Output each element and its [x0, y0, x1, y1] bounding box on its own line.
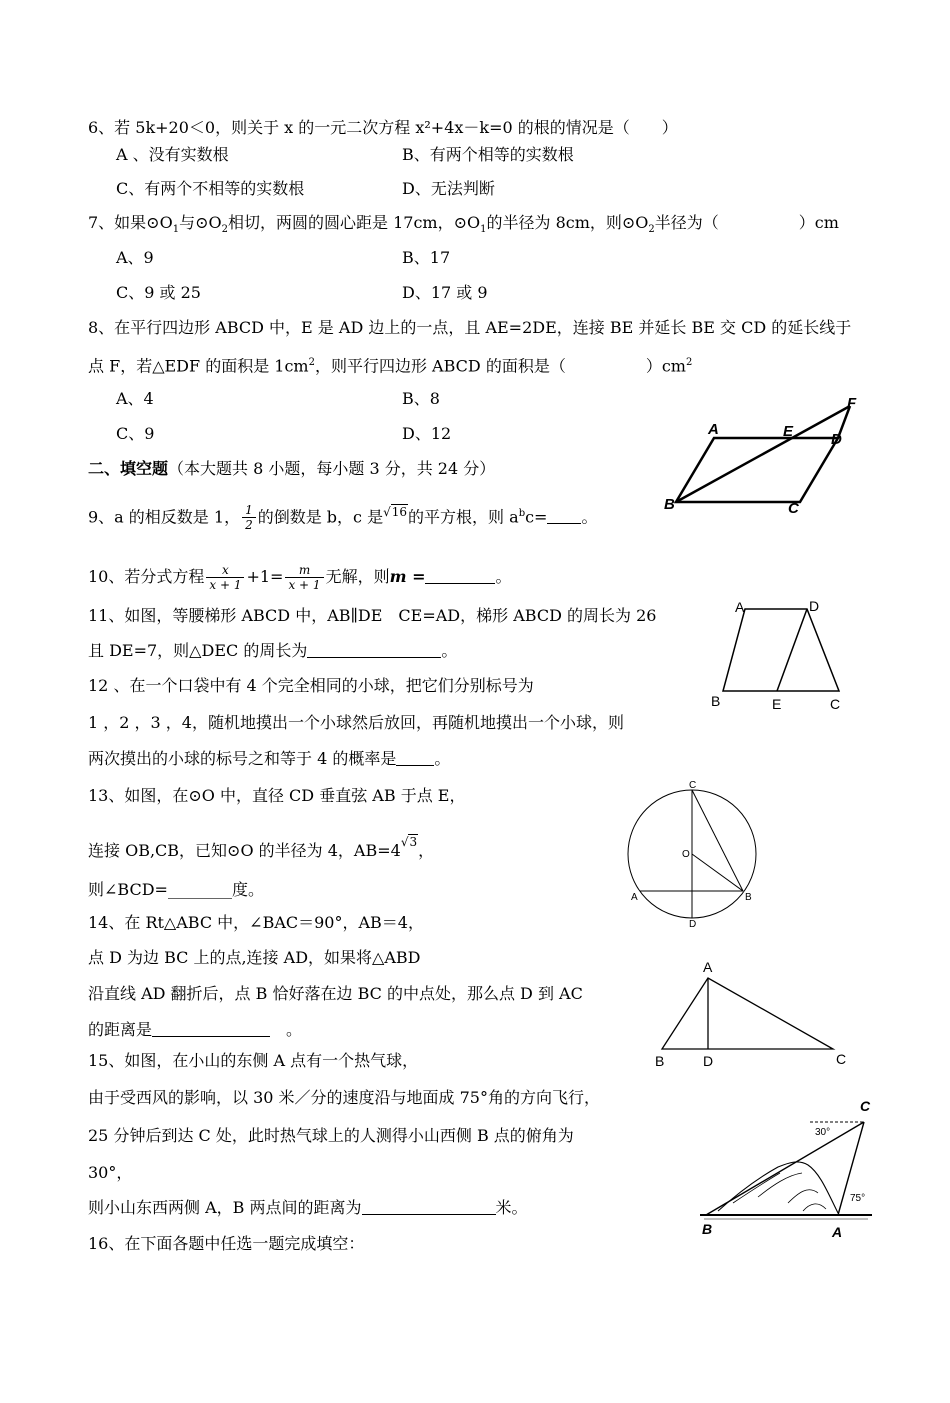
q15-fig-label-c: C	[860, 1098, 871, 1114]
q11-answer-blank[interactable]	[307, 641, 441, 658]
q8-option-a: A、4	[116, 389, 154, 408]
q7-option-d: D、17 或 9	[402, 283, 488, 302]
q15-stem-line4: 30°，	[88, 1163, 133, 1182]
q15-stem-line2: 由于受西风的影响，以 30 米／分的速度沿与地面成 75°角的方向飞行，	[88, 1088, 600, 1107]
q13-fig-label-b: B	[745, 892, 752, 903]
section-2-note: （本大题共 8 小题，每小题 3 分，共 24 分）	[168, 459, 496, 478]
q8-parallelogram-figure	[660, 392, 870, 517]
q11-fig-label-d: D	[809, 598, 820, 614]
q15-stem-line3: 25 分钟后到达 C 处，此时热气球上的人测得小山西侧 B 点的俯角为	[88, 1126, 574, 1145]
q7-option-c: C、9 或 25	[116, 283, 201, 302]
q13-fig-label-c: C	[689, 780, 697, 791]
q8-fig-label-d: D	[831, 431, 842, 448]
q9-stem: 9、a 的相反数是 1， $\frac{1}{2}$ 的倒数是 b，c 是√16的平方根，则 $a^bc=$ 。	[88, 503, 598, 533]
q11-stem-line2: 且 DE=7，则△DEC 的周长为 。	[88, 641, 458, 660]
q13-fig-label-d: D	[689, 919, 697, 930]
q8-option-c: C、9	[116, 424, 155, 443]
q14-fig-label-d: D	[703, 1053, 714, 1069]
q15-stem-line5: 则小山东西两侧 A，B 两点间的距离为 米。	[88, 1198, 528, 1217]
q7-option-a: A、9	[116, 248, 154, 267]
q10-stem: 10、若分式方程 $\frac{x}{x + 1}$ +1= $\frac{m}{x + 1}$ 无解，则m = 。	[88, 563, 512, 592]
q14-answer-blank[interactable]	[152, 1020, 270, 1037]
q16-stem-line1: 16、在下面各题中任选一题完成填空：	[88, 1234, 365, 1253]
q8-fig-label-b: B	[664, 496, 675, 513]
q13-fig-label-o: O	[682, 849, 690, 860]
q15-fig-angle-75: 75°	[850, 1193, 866, 1204]
q8-fig-label-a: A	[708, 421, 719, 438]
q8-option-d: D、12	[402, 424, 452, 443]
q14-triangle-figure	[650, 956, 860, 1071]
q13-fig-label-a: A	[631, 892, 638, 903]
section-2-title: 二、填空题	[88, 459, 169, 478]
q11-fig-label-c: C	[830, 696, 841, 712]
q15-fig-angle-30: 30°	[815, 1127, 831, 1138]
q8-fig-label-f: F	[847, 395, 857, 412]
q14-fig-label-c: C	[836, 1051, 847, 1067]
q11-fig-label-e: E	[772, 696, 782, 712]
q6-option-c: C、有两个不相等的实数根	[116, 179, 305, 198]
q12-answer-blank[interactable]	[396, 749, 434, 766]
q8-stem-line1: 8、在平行四边形 ABCD 中，E 是 AD 边上的一点，且 AE=2DE，连接 BE 并延长 BE 交 CD 的延长线于	[88, 318, 852, 337]
q13-circle-figure	[622, 778, 767, 930]
q15-fig-label-a: A	[832, 1224, 843, 1240]
q15-stem-line1: 15、如图，在小山的东侧 A 点有一个热气球，	[88, 1051, 419, 1070]
q12-stem-line1: 12 、在一个口袋中有 4 个完全相同的小球，把它们分别标号为	[88, 676, 534, 695]
q11-fig-label-b: B	[711, 693, 721, 709]
q14-stem-line4: 的距离是 。	[88, 1020, 303, 1039]
q8-option-b: B、8	[402, 389, 440, 408]
q10-fraction-1: $\frac{x}{x + 1}$	[206, 563, 244, 592]
q13-stem-line1: 13、如图，在⊙O 中，直径 CD 垂直弦 AB 于点 E，	[88, 786, 466, 805]
q14-fig-label-a: A	[703, 959, 713, 975]
q10-fraction-2: $\frac{m}{x + 1}$	[285, 563, 323, 592]
q9-sqrt: √16	[383, 505, 408, 519]
q6-option-b: B、有两个相等的实数根	[402, 145, 574, 164]
q11-stem-line1: 11、如图，等腰梯形 ABCD 中，AB∥DE CE=AD，梯形 ABCD 的周长为 26	[88, 606, 657, 625]
q7-option-b: B、17	[402, 248, 451, 267]
q14-stem-line1: 14、在 Rt△ABC 中，∠BAC＝90°，AB＝4，	[88, 913, 424, 932]
q15-balloon-figure	[698, 1093, 878, 1243]
q8-fig-label-e: E	[783, 423, 794, 440]
q13-stem-line3: 则∠BCD=________度。	[88, 880, 264, 899]
q14-fig-label-b: B	[655, 1053, 665, 1069]
q10-answer-blank[interactable]	[425, 567, 495, 584]
section-2-header	[88, 459, 495, 479]
q15-fig-label-b: B	[702, 1221, 713, 1237]
q8-stem-line2: 点 F，若△EDF 的面积是 $1cm^2$，则平行四边形 ABCD 的面积是（ ）$cm^2$	[88, 356, 693, 376]
q14-stem-line2: 点 D 为边 BC 上的点,连接 AD，如果将△ABD	[88, 948, 421, 967]
q12-stem-line2: 1 ，2 ，3 ，4，随机地摸出一个小球然后放回，再随机地摸出一个小球，则	[88, 713, 624, 732]
q9-fraction: $\frac{1}{2}$	[242, 503, 256, 532]
q12-stem-line3: 两次摸出的小球的标号之和等于 4 的概率是 。	[88, 749, 451, 768]
q6-option-a: A 、没有实数根	[116, 145, 229, 164]
q14-stem-line3: 沿直线 AD 翻折后，点 B 恰好落在边 BC 的中点处，那么点 D 到 AC	[88, 984, 583, 1003]
q15-answer-blank[interactable]	[362, 1198, 496, 1215]
q8-fig-label-c: C	[788, 500, 799, 517]
q13-answer-blank[interactable]: ________	[167, 880, 232, 899]
q11-trapezoid-figure	[705, 596, 850, 716]
q6-stem: 6、若 5k+20＜0，则关于 x 的一元二次方程 x²+4x－k=0 的根的情况是（ ）	[88, 118, 678, 137]
q13-sqrt: √3	[400, 835, 418, 849]
q9-answer-blank[interactable]	[547, 507, 581, 524]
q13-stem-line2: 连接 OB,CB，已知⊙O 的半径为 4，AB=4√3，	[88, 832, 434, 861]
q7-stem: 7、如果$⊙O_1$与$⊙O_2$相切，两圆的圆心距是 17cm，$⊙O_1$的半径为 8cm，则$⊙O_2$半径为（ ）cm	[88, 213, 839, 236]
q6-option-d: D、无法判断	[402, 179, 495, 198]
q11-fig-label-a: A	[735, 599, 745, 615]
